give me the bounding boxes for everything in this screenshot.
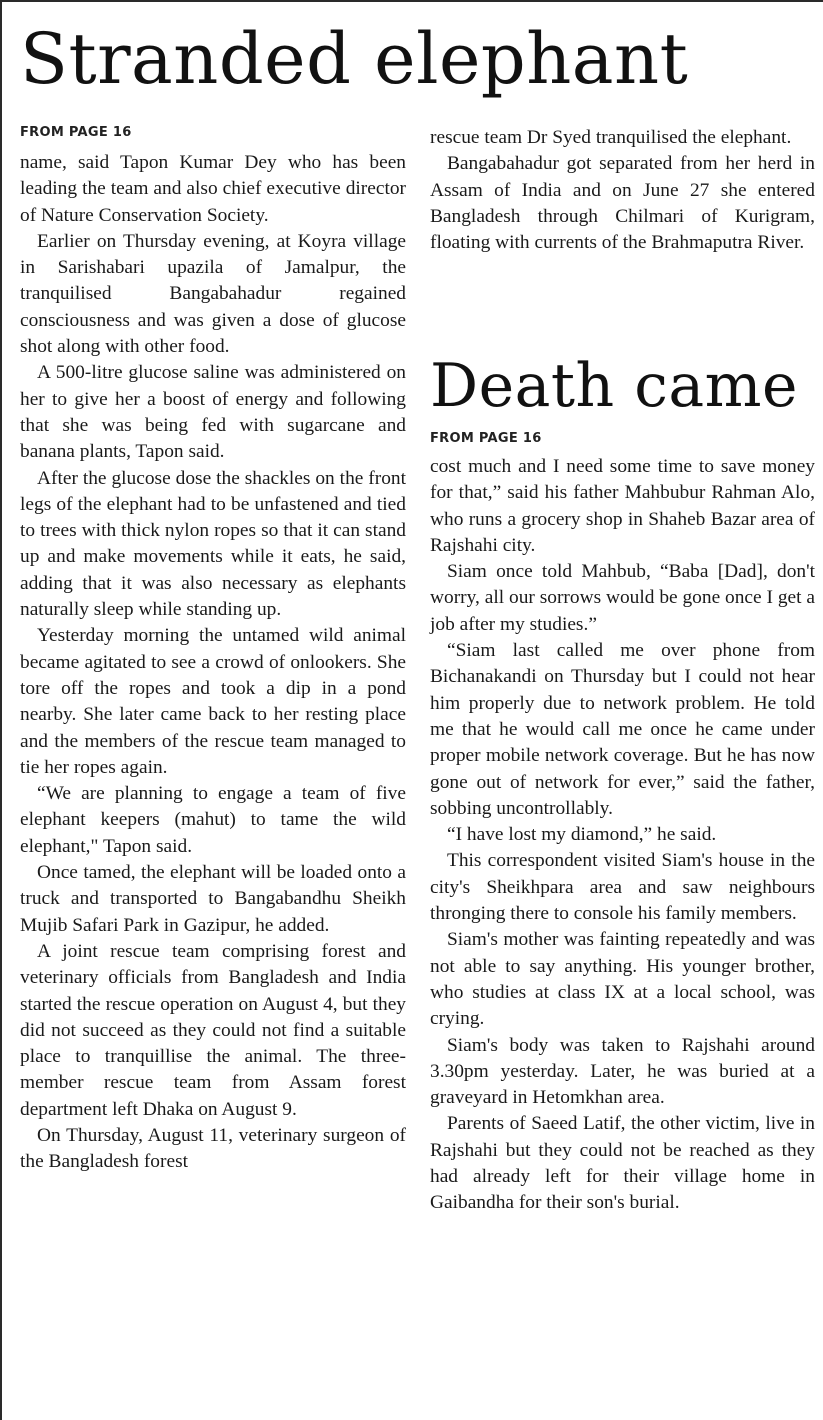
paragraph: Siam once told Mahbub, “Baba [Dad], don't worry, all our sorrows would be gone once I get a job after my studies.” [430, 561, 815, 635]
paragraph: rescue team Dr Syed tranquilised the elephant. [430, 127, 792, 148]
paragraph: “I have lost my diamond,” he said. [447, 824, 717, 846]
paragraph: cost much and I need some time to save money for that,” said his father Mahbubur Rahman Alo, who runs a grocery shop in Shaheb Bazar area of Rajshahi city. [430, 456, 815, 556]
paragraph: Parents of Saeed Latif, the other victim, live in Rajshahi but they could not be reached as they had already left for their village home in Gaibandha for their son's burial. [430, 1113, 815, 1214]
story1-left-column [20, 150, 406, 1176]
headline-stranded-elephant: Stranded elephant [20, 18, 689, 100]
paragraph: Earlier on Thursday evening, at Koyra village in Sarishabari upazila of Jamalpur, the tranquilised Bangabahadur regained consciousness and was given a dose of glucose shot along with other food. [20, 230, 406, 358]
paragraph: “Siam last called me over phone from Bichanakandi on Thursday but I could not hear him properly due to network problem. He told me that he would call me once he came under proper mobile network coverage. But he has now gone out of network for ever,” said the father, sobbing uncontrollably. [430, 640, 815, 819]
paragraph: Bangabahadur got separated from her herd in Assam of India and on June 27 she entered Bangladesh through Chilmari of Kurigram, floating with currents of the Brahmaputra River. [430, 153, 815, 254]
paragraph: This correspondent visited Siam's house in the city's Sheikhpara area and saw neighbours thronging there to console his family members. [430, 850, 815, 925]
paragraph: Once tamed, the elephant will be loaded onto a truck and transported to Bangabandhu Sheikh Mujib Safari Park in Gazipur, he added. [20, 862, 406, 936]
paragraph: On Thursday, August 11, veterinary surgeon of the Bangladesh forest [20, 1124, 406, 1173]
paragraph: Siam's body was taken to Rajshahi around 3.30pm yesterday. Later, he was buried at a graveyard in Hetomkhan area. [430, 1034, 815, 1109]
paragraph: A 500-litre glucose saline was administered on her to give her a boost of energy and following that she was being fed with sugarcane and banana plants, Tapon said. [20, 362, 406, 463]
paragraph: After the glucose dose the shackles on the front legs of the elephant had to be unfastened and tied to trees with thick nylon ropes so that it can stand up and make movements while it eats, he said, adding that it was also necessary as elephants naturally sleep while standing up. [20, 467, 406, 621]
headline-death-came: Death came [430, 351, 798, 421]
paragraph: Siam's mother was fainting repeatedly and was not able to say anything. His younger brother, who studies at class IX at a local school, was crying. [430, 929, 815, 1030]
kicker-from-page-16: FROM PAGE 16 [20, 125, 132, 140]
paragraph: “We are planning to engage a team of five elephant keepers (mahut) to tame the wild elephant," Tapon said. [20, 783, 406, 857]
story2-column [430, 454, 815, 1217]
paragraph: name, said Tapon Kumar Dey who has been leading the team and also chief executive director of Nature Conservation Society. [20, 152, 406, 226]
paragraph: Yesterday morning the untamed wild animal became agitated to see a crowd of onlookers. She tore off the ropes and took a dip in a pond nearby. She later came back to her resting place and the members of the rescue team managed to tie her ropes again. [20, 625, 406, 778]
kicker-from-page-16: FROM PAGE 16 [430, 431, 542, 446]
paragraph: A joint rescue team comprising forest and veterinary officials from Bangladesh and India started the rescue operation on August 4, but they did not succeed as they could not find a suitable place to tranquillise the animal. The three-member rescue team from Assam forest department left Dhaka on August 9. [20, 940, 406, 1120]
story1-right-column [430, 125, 815, 256]
